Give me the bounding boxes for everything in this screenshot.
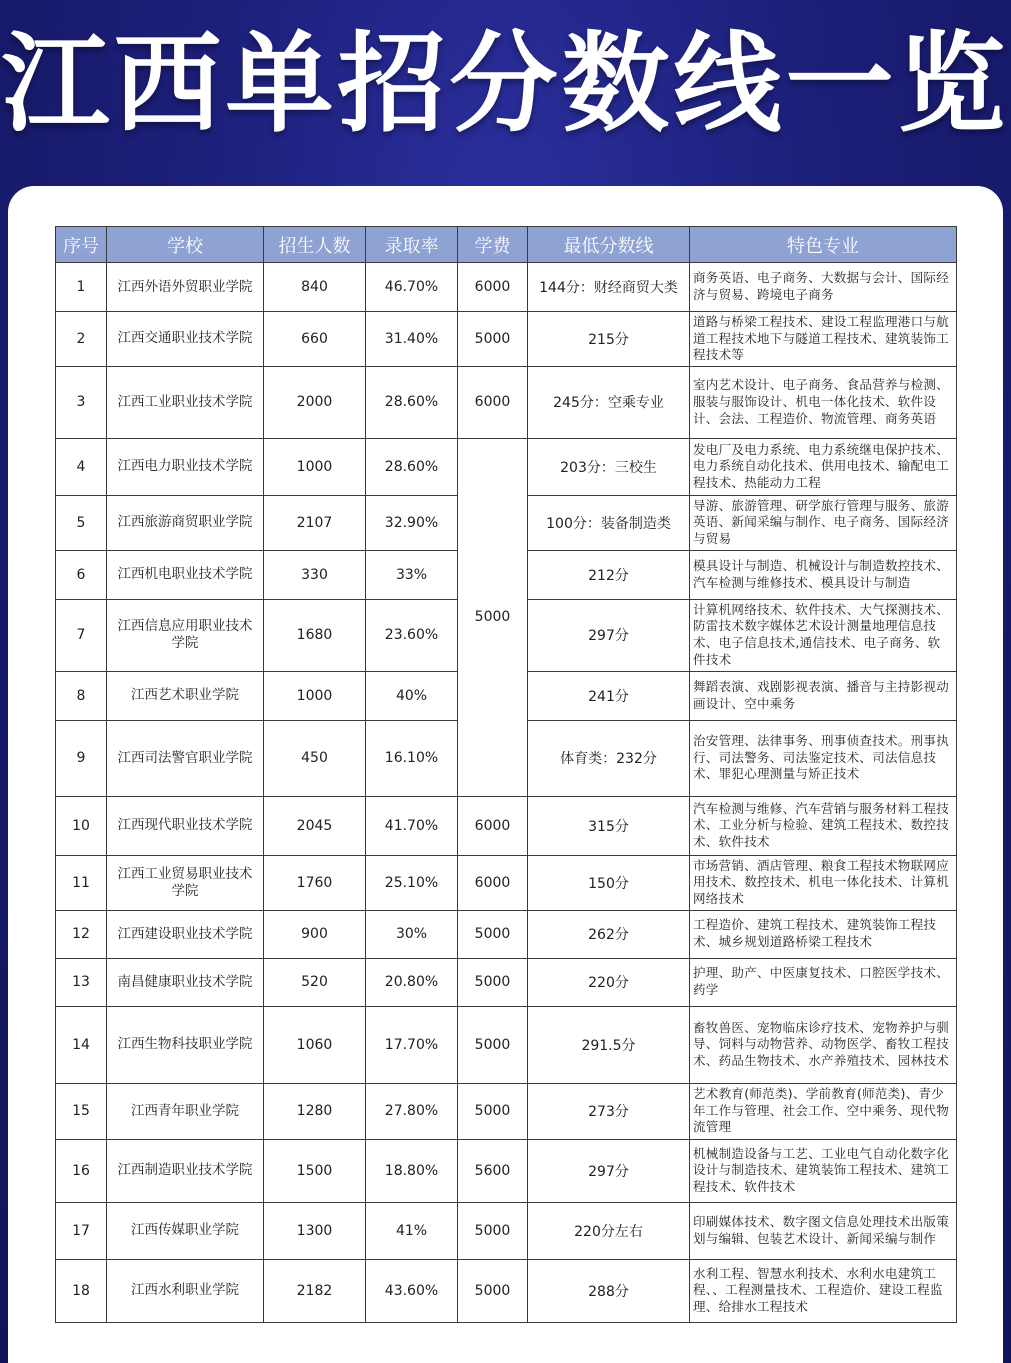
table-row — [56, 263, 957, 312]
cell-school: 江西信息应用职业技术学院 — [107, 599, 264, 671]
cell-specialty: 畜牧兽医、宠物临床诊疗技术、宠物养护与驯导、饲料与动物营养、动物医学、畜牧工程技术、药品生物技术、水产养殖技术、园林技术 — [690, 1006, 957, 1083]
cell-school: 南昌健康职业技术学院 — [107, 958, 264, 1006]
cell-index: 18 — [56, 1259, 107, 1322]
cell-specialty: 市场营销、酒店管理、粮食工程技术物联网应用技术、数控技术、机电一体化技术、计算机网络技术 — [690, 855, 957, 910]
cell-specialty: 模具设计与制造、机械设计与制造数控技术、汽车检测与维修技术、模具设计与制造 — [690, 550, 957, 599]
cell-admission-rate: 30% — [366, 910, 458, 958]
cell-admission-rate: 20.80% — [366, 958, 458, 1006]
cell-school: 江西交通职业技术学院 — [107, 312, 264, 367]
table-row — [56, 1083, 957, 1139]
cell-school: 江西艺术职业学院 — [107, 671, 264, 720]
cell-min-score: 241分 — [528, 671, 690, 720]
cell-admission-rate: 23.60% — [366, 599, 458, 671]
cell-specialty: 治安管理、法律事务、刑事侦查技术。刑事执行、司法警务、司法鉴定技术、司法信息技术、罪犯心理测量与矫正技术 — [690, 720, 957, 796]
cell-tuition: 5000 — [458, 958, 528, 1006]
cell-index: 3 — [56, 366, 107, 438]
cell-admission-rate: 27.80% — [366, 1083, 458, 1139]
cell-index: 13 — [56, 958, 107, 1006]
cell-index: 10 — [56, 796, 107, 855]
cell-index: 14 — [56, 1006, 107, 1083]
cell-tuition: 5000 — [458, 1006, 528, 1083]
cell-specialty: 机械制造设备与工艺、工业电气自动化数字化设计与制造技术、建筑装饰工程技术、建筑工程技术、软件技术 — [690, 1139, 957, 1202]
cell-school: 江西制造职业技术学院 — [107, 1139, 264, 1202]
cell-index: 1 — [56, 263, 107, 312]
cell-min-score: 315分 — [528, 796, 690, 855]
cell-school: 江西机电职业技术学院 — [107, 550, 264, 599]
cell-admission-rate: 40% — [366, 671, 458, 720]
cell-enrollment: 450 — [264, 720, 366, 796]
table-row — [56, 438, 957, 495]
cell-tuition: 5000 — [458, 1083, 528, 1139]
table-row — [56, 312, 957, 367]
cell-index: 8 — [56, 671, 107, 720]
cell-tuition: 5000 — [458, 312, 528, 367]
cell-tuition: 5000 — [458, 1259, 528, 1322]
cell-enrollment: 660 — [264, 312, 366, 367]
cell-tuition-merged: 5000 — [458, 438, 528, 796]
cell-min-score: 297分 — [528, 1139, 690, 1202]
cell-school: 江西司法警官职业学院 — [107, 720, 264, 796]
cell-school: 江西旅游商贸职业学院 — [107, 495, 264, 550]
cell-school: 江西建设职业技术学院 — [107, 910, 264, 958]
cell-school: 江西生物科技职业学院 — [107, 1006, 264, 1083]
table-row — [56, 910, 957, 958]
cell-specialty: 计算机网络技术、软件技术、大气探测技术、防雷技术数字媒体艺术设计测量地理信息技术、电子信息技术,通信技术、电子商务、软件技术 — [690, 599, 957, 671]
cell-index: 2 — [56, 312, 107, 367]
table-row — [56, 796, 957, 855]
cell-school: 江西青年职业学院 — [107, 1083, 264, 1139]
table-row — [56, 1259, 957, 1322]
cell-specialty: 艺术教育(师范类)、学前教育(师范类)、青少年工作与管理、社会工作、空中乘务、现代物流管理 — [690, 1083, 957, 1139]
cell-enrollment: 1000 — [264, 671, 366, 720]
table-row — [56, 958, 957, 1006]
cell-specialty: 道路与桥梁工程技术、建设工程监理港口与航道工程技术地下与隧道工程技术、建筑装饰工程技术等 — [690, 312, 957, 367]
cell-min-score: 291.5分 — [528, 1006, 690, 1083]
cell-specialty: 舞蹈表演、戏剧影视表演、播音与主持影视动画设计、空中乘务 — [690, 671, 957, 720]
cell-specialty: 导游、旅游管理、研学旅行管理与服务、旅游英语、新闻采编与制作、电子商务、国际经济与贸易 — [690, 495, 957, 550]
cell-min-score: 220分 — [528, 958, 690, 1006]
cell-enrollment: 2107 — [264, 495, 366, 550]
header-admission-rate: 录取率 — [366, 227, 458, 263]
cell-tuition: 5600 — [458, 1139, 528, 1202]
cell-tuition: 6000 — [458, 855, 528, 910]
cell-admission-rate: 32.90% — [366, 495, 458, 550]
cell-enrollment: 840 — [264, 263, 366, 312]
cell-min-score: 100分：装备制造类 — [528, 495, 690, 550]
cell-tuition: 6000 — [458, 366, 528, 438]
cell-enrollment: 1500 — [264, 1139, 366, 1202]
cell-index: 12 — [56, 910, 107, 958]
cell-specialty: 水利工程、智慧水利技术、水利水电建筑工程、、工程测量技术、工程造价、建设工程监理、给排水工程技术 — [690, 1259, 957, 1322]
cell-specialty: 汽车检测与维修、汽车营销与服务材料工程技术、工业分析与检验、建筑工程技术、数控技术、软件技术 — [690, 796, 957, 855]
cell-enrollment: 330 — [264, 550, 366, 599]
cell-min-score: 212分 — [528, 550, 690, 599]
header-index: 序号 — [56, 227, 107, 263]
table-row — [56, 1202, 957, 1259]
cell-enrollment: 1680 — [264, 599, 366, 671]
cell-school: 江西外语外贸职业学院 — [107, 263, 264, 312]
cell-specialty: 工程造价、建筑工程技术、建筑装饰工程技术、城乡规划道路桥梁工程技术 — [690, 910, 957, 958]
cell-school: 江西现代职业技术学院 — [107, 796, 264, 855]
header-min-score: 最低分数线 — [528, 227, 690, 263]
cell-index: 4 — [56, 438, 107, 495]
cell-tuition: 6000 — [458, 263, 528, 312]
cell-tuition: 5000 — [458, 1202, 528, 1259]
cell-school: 江西工业贸易职业技术学院 — [107, 855, 264, 910]
cell-specialty: 商务英语、电子商务、大数据与会计、国际经济与贸易、跨境电子商务 — [690, 263, 957, 312]
cell-min-score: 288分 — [528, 1259, 690, 1322]
cell-enrollment: 1280 — [264, 1083, 366, 1139]
cell-admission-rate: 17.70% — [366, 1006, 458, 1083]
cell-specialty: 印刷媒体技术、数字图文信息处理技术出版策划与编辑、包装艺术设计、新闻采编与制作 — [690, 1202, 957, 1259]
cell-min-score: 144分：财经商贸大类 — [528, 263, 690, 312]
score-table — [55, 226, 957, 1323]
table-row — [56, 855, 957, 910]
cell-admission-rate: 25.10% — [366, 855, 458, 910]
cell-min-score: 220分左右 — [528, 1202, 690, 1259]
header-school: 学校 — [107, 227, 264, 263]
cell-index: 17 — [56, 1202, 107, 1259]
cell-min-score: 203分：三校生 — [528, 438, 690, 495]
cell-min-score: 150分 — [528, 855, 690, 910]
cell-enrollment: 1300 — [264, 1202, 366, 1259]
table-header-row — [56, 227, 957, 263]
header-specialty: 特色专业 — [690, 227, 957, 263]
cell-admission-rate: 33% — [366, 550, 458, 599]
cell-specialty: 发电厂及电力系统、电力系统继电保护技术、电力系统自动化技术、供用电技术、输配电工程技术、热能动力工程 — [690, 438, 957, 495]
cell-index: 15 — [56, 1083, 107, 1139]
cell-enrollment: 2000 — [264, 366, 366, 438]
table-body — [56, 263, 957, 1323]
cell-enrollment: 520 — [264, 958, 366, 1006]
cell-admission-rate: 43.60% — [366, 1259, 458, 1322]
cell-tuition: 6000 — [458, 796, 528, 855]
cell-index: 9 — [56, 720, 107, 796]
cell-enrollment: 1760 — [264, 855, 366, 910]
cell-admission-rate: 28.60% — [366, 366, 458, 438]
cell-school: 江西传媒职业学院 — [107, 1202, 264, 1259]
cell-admission-rate: 31.40% — [366, 312, 458, 367]
cell-admission-rate: 18.80% — [366, 1139, 458, 1202]
cell-min-score: 245分：空乘专业 — [528, 366, 690, 438]
cell-enrollment: 1060 — [264, 1006, 366, 1083]
cell-index: 11 — [56, 855, 107, 910]
cell-min-score: 体育类：232分 — [528, 720, 690, 796]
cell-school: 江西电力职业技术学院 — [107, 438, 264, 495]
cell-min-score: 297分 — [528, 599, 690, 671]
cell-enrollment: 2182 — [264, 1259, 366, 1322]
cell-school: 江西水利职业学院 — [107, 1259, 264, 1322]
cell-school: 江西工业职业技术学院 — [107, 366, 264, 438]
cell-specialty: 室内艺术设计、电子商务、食品营养与检测、服装与服饰设计、机电一体化技术、软件设计、会法、工程造价、物流管理、商务英语 — [690, 366, 957, 438]
table-row — [56, 1006, 957, 1083]
table-row — [56, 366, 957, 438]
cell-index: 16 — [56, 1139, 107, 1202]
header-enrollment: 招生人数 — [264, 227, 366, 263]
cell-enrollment: 2045 — [264, 796, 366, 855]
cell-min-score: 273分 — [528, 1083, 690, 1139]
cell-admission-rate: 28.60% — [366, 438, 458, 495]
cell-index: 7 — [56, 599, 107, 671]
cell-min-score: 262分 — [528, 910, 690, 958]
cell-admission-rate: 46.70% — [366, 263, 458, 312]
cell-admission-rate: 41% — [366, 1202, 458, 1259]
cell-index: 5 — [56, 495, 107, 550]
cell-min-score: 215分 — [528, 312, 690, 367]
cell-tuition: 5000 — [458, 910, 528, 958]
cell-admission-rate: 41.70% — [366, 796, 458, 855]
table-row — [56, 1139, 957, 1202]
cell-index: 6 — [56, 550, 107, 599]
cell-specialty: 护理、助产、中医康复技术、口腔医学技术、药学 — [690, 958, 957, 1006]
cell-admission-rate: 16.10% — [366, 720, 458, 796]
header-tuition: 学费 — [458, 227, 528, 263]
cell-enrollment: 1000 — [264, 438, 366, 495]
cell-enrollment: 900 — [264, 910, 366, 958]
page-title: 江西单招分数线一览 — [1, 22, 1010, 147]
